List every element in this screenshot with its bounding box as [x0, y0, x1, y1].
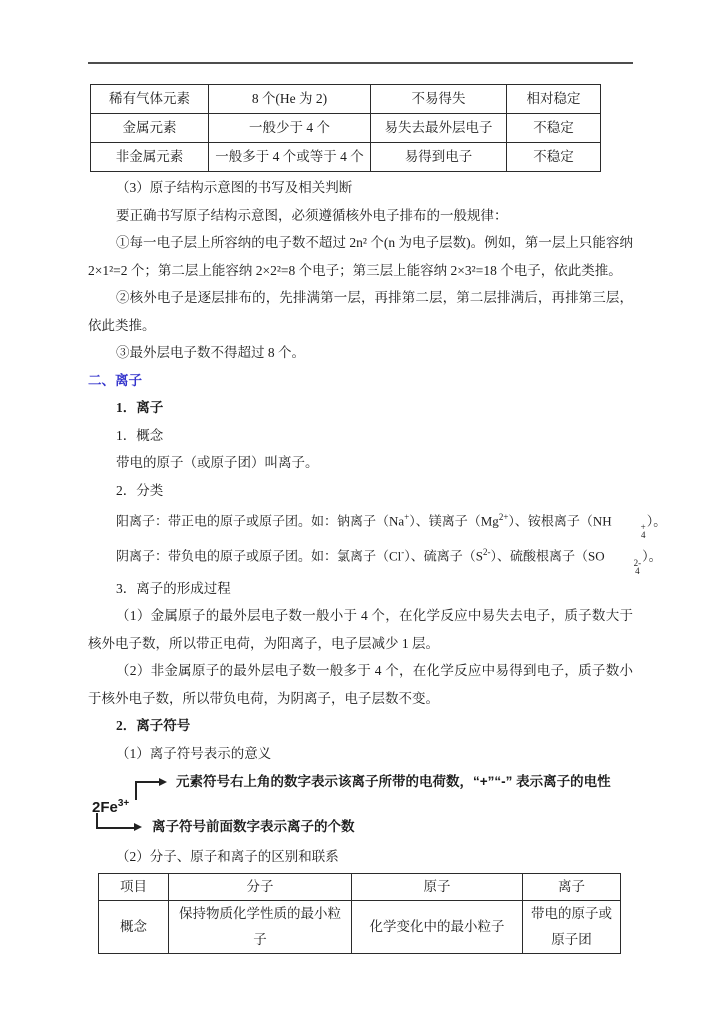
- nh4-stacked-script: [613, 523, 646, 539]
- so4-subscript: 4: [635, 565, 640, 576]
- section-2-heading: 二、离子: [88, 372, 142, 388]
- nh4-charge: +: [640, 522, 646, 533]
- header-cell: 原子: [352, 873, 523, 900]
- formation-label: 3．离子的形成过程: [116, 580, 231, 596]
- table-row: [91, 114, 601, 143]
- ion-symbol-diagram: [88, 767, 633, 843]
- cation-text: ）。: [646, 513, 667, 529]
- table-cell: 8 个(He 为 2): [209, 85, 371, 114]
- table-row: [99, 900, 621, 953]
- concept-label: 1．概念: [116, 427, 164, 443]
- anion-text: 阴离子：带负电的原子或原子团。如：氯离子（Cl: [116, 548, 402, 564]
- cation-text: ）、铵根离子（NH: [508, 513, 612, 529]
- formation-1: （1）金属原子的最外层电子数一般小于 4 个，在化学反应中易失去电子，质子数大于核外电子数，所以带正电荷，为阳离子，电子层减少 1 层。: [88, 608, 633, 651]
- compare-label: （2）分子、原子和离子的区别和联系: [116, 849, 339, 865]
- so4-charge: 2-: [633, 557, 642, 568]
- rule-1: ①每一电子层上所容纳的电子数不超过 2n² 个(n 为电子层数)。例如，第一层上只能容纳 2×1²=2 个；第二层上能容纳 2×2²=8 个电子；第三层上能容纳 2×3²=18 个电子，依此类推。: [88, 235, 633, 278]
- table-cell: 保持物质化学性质的最小粒子: [169, 900, 352, 953]
- na-charge-superscript: +: [404, 512, 410, 522]
- table-row: [91, 85, 601, 114]
- table-cell: 不易得失: [371, 85, 507, 114]
- ion-coefficient-and-element: 2Fe: [92, 799, 118, 817]
- table-cell: 非金属元素: [91, 143, 209, 172]
- table-cell: 一般少于 4 个: [209, 114, 371, 143]
- anion-text: ）。: [642, 548, 662, 564]
- rule-3: ③最外层电子数不得超过 8 个。: [116, 345, 305, 360]
- table-cell: 概念: [99, 900, 169, 953]
- cl-charge-superscript: -: [401, 547, 405, 558]
- atom-stability-table: [90, 84, 601, 172]
- table-cell: 不稳定: [507, 143, 601, 172]
- sub2-heading: 2．离子符号: [116, 718, 191, 734]
- table-cell: 化学变化中的最小粒子: [352, 900, 523, 953]
- cation-text: 阳离子：带正电的原子或原子团。如：钠离子（Na: [116, 513, 405, 529]
- upper-arrow-icon: [159, 778, 167, 786]
- sec3-heading: （3）原子结构示意图的书写及相关判断: [116, 180, 353, 195]
- table-cell: 不稳定: [507, 114, 601, 143]
- table-cell: 带电的原子或原子团: [523, 900, 621, 953]
- sub1-heading: 1．离子: [116, 400, 164, 415]
- table-cell: 相对稳定: [507, 85, 601, 114]
- table-cell: 易失去最外层电子: [371, 114, 507, 143]
- header-cell: 离子: [523, 873, 621, 900]
- document-content: [88, 84, 667, 954]
- anion-text: ）、硫离子（S: [404, 548, 484, 564]
- count-meaning-text: 离子符号前面数字表示离子的个数: [152, 819, 355, 835]
- anion-line: [88, 539, 662, 576]
- upper-connector-line: [135, 781, 161, 800]
- so4-stacked-script: [606, 559, 642, 575]
- table-cell: 金属元素: [91, 114, 209, 143]
- header-cell: 分子: [169, 873, 352, 900]
- header-cell: 项目: [99, 873, 169, 900]
- classification-label: 2．分类: [116, 482, 164, 498]
- table-header-row: [99, 873, 621, 900]
- table-cell: 稀有气体元素: [91, 85, 209, 114]
- s-charge-superscript: 2-: [483, 547, 491, 558]
- concept-text: 带电的原子（或原子团）叫离子。: [116, 455, 319, 470]
- table-cell: 易得到电子: [371, 143, 507, 172]
- table-row: [91, 143, 601, 172]
- header-divider-line: [88, 62, 633, 64]
- nh4-subscript: 4: [640, 530, 646, 541]
- anion-text: ）、硫酸根离子（SO: [490, 548, 605, 564]
- rule-intro: 要正确书写原子结构示意图，必须遵循核外电子排布的一般规律：: [116, 207, 508, 223]
- cation-line: [88, 504, 667, 541]
- mg-charge-superscript: 2+: [498, 512, 509, 522]
- rule-2: ②核外电子是逐层排布的，先排满第一层，再排第二层，第二层排满后，再排第三层，依此类推。: [88, 290, 633, 333]
- particle-compare-table: [98, 873, 621, 954]
- lower-connector-line: [96, 813, 136, 829]
- charge-meaning-text: 元素符号右上角的数字表示该离子所带的电荷数，“+”“-” 表示离子的电性: [176, 774, 611, 790]
- ion-charge-superscript: 3+: [117, 798, 130, 810]
- lower-arrow-icon: [134, 823, 142, 831]
- cation-text: ）、镁离子（Mg: [409, 513, 499, 529]
- formation-2: （2）非金属原子的最外层电子数一般多于 4 个，在化学反应中易得到电子，质子数小于核外电子数，所以带负电荷，为阴离子，电子层数不变。: [88, 663, 633, 706]
- table-cell: 一般多于 4 个或等于 4 个: [209, 143, 371, 172]
- symbol-meaning-label: （1）离子符号表示的意义: [116, 745, 272, 761]
